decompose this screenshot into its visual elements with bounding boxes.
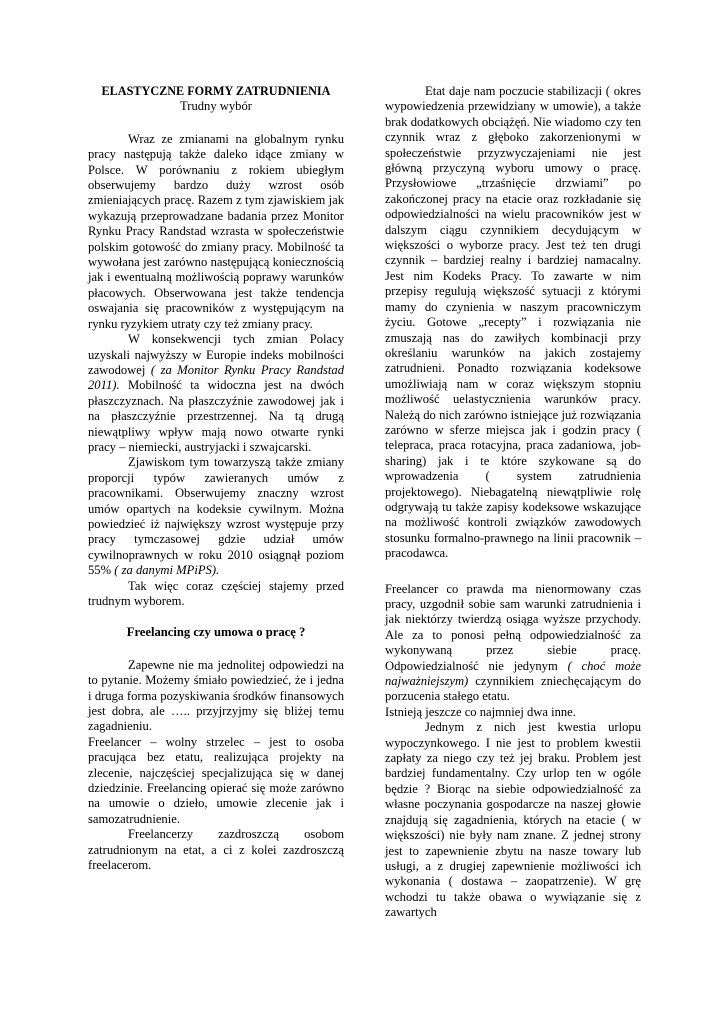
right-column — [385, 84, 641, 921]
citation: ( za Monitor Rynku Pracy Randstad 2011). — [88, 362, 344, 393]
document-subtitle: Trudny wybór — [180, 99, 252, 114]
paragraph: Freelancer – wolny strzelec – jest to osoba pracująca bez etatu, realizująca projekty na zlecenie, najczęściej specjalizująca się w danej dziedzinie. Freelancing opierać się może zarówno na umowie o dzieło, umowie zlecenie jak i samozatrudnienie. — [88, 734, 344, 826]
aside: ( choć może najważniejszym) — [385, 658, 641, 689]
paragraph: Freelancer co prawda ma nienormowany czas pracy, uzgodnił sobie sam warunki zatrudnienia i jak niektórzy twierdzą osiąga wyższe przychody. Ale za to ponosi pełną odpowiedzialność za wykonywaną przez siebie pracę. Odpowiedzialność nie jedynym ( choć może najważniejszym) czynnikiem zniechęcającym do porzucenia stałego etatu. — [385, 581, 641, 704]
paragraph: Tak więc coraz częściej stajemy przed trudnym wyborem. — [88, 578, 344, 608]
left-column — [88, 84, 344, 874]
citation: ( za danymi MPiPS). — [114, 563, 220, 578]
document-title: ELASTYCZNE FORMY ZATRUDNIENIA — [101, 84, 331, 98]
paragraph: Istnieją jeszcze co najmniej dwa inne. — [385, 704, 576, 719]
section-heading: Freelancing czy umowa o pracę ? — [126, 625, 306, 640]
paragraph: W konsekwencji tych zmian Polacy uzyskali najwyższy w Europie indeks mobilności zawodowej ( za Monitor Rynku Pracy Randstad 2011). Mobilność ta widoczna jest na dwóch płaszczyznach. Na płaszczyźnie zawodowej jak i na płaszczyźnie przestrzennej. Na tą drugą niewątpliwy wpływ mają nowo otwarte rynki pracy – niemiecki, austryjacki i szwajcarski. — [88, 332, 344, 454]
paragraph: Wraz ze zmianami na globalnym rynku pracy następują także daleko idące zmiany w Polsce. W porównaniu z rokiem ubiegłym obserwujemy bardzo duży wzrost osób zmieniających pracę. Razem z tym zjawiskiem jak wykazują przeprowadzane badania przez Monitor Rynku Pracy Randstad wzrasta w społeczeństwie polskim gotowość do zmiany pracy. Mobilność ta wywołana jest zarówno następującą koniecznością jak i ewentualną możliwością poprawy warunków płacowych. Obserwowana jest także tendencja oswajania się pracowników z występującym na rynku ryzykiem utraty czy też zmiany pracy. — [88, 131, 344, 331]
paragraph: Freelancerzy zazdroszczą osobom zatrudnionym na etat, a ci z kolei zazdroszczą freelacerom. — [88, 827, 344, 873]
paragraph: Jednym z nich jest kwestia urlopu wypoczynkowego. I nie jest to problem kwestii zapłaty za niego czy też jej braku. Problem jest bardziej fundamentalny. Czy urlop ten w ogóle będzie ? Biorąc na siebie odpowiedzialność za własne poczynania gospodarcze na naszej głowie znajdują się zagadnienia, których na etacie ( w większości) nie były nam znane. Z jednej strony jest to zapewnienie zbytu na nasze towary lub usługi, a z drugiej zapewnienie możliwości ich wykonania ( dostawa – zaopatrzenie). W grę wchodzi tu także obawa o wywiązanie się z zawartych — [385, 720, 641, 920]
paragraph: Etat daje nam poczucie stabilizacji ( okres wypowiedzenia przewidziany w umowie), a także brak dodatkowych obciążęń. Nie wiadomo czy ten czynnik wraz z głęboko zakorzenionymi w społeczeństwie przyzwyczajeniami nie jest główną przyczyną wyboru umowy o pracę. Przysłowiowe „trzaśnięcie drzwiami” po zakończonej pracy na etacie oraz rozkładanie się odpowiedzialności na wielu pracowników jest w dalszym ciągu czynnikiem decydującym w większości o wyborze pracy. Jest też ten drugi czynnik – bardziej realny i bardziej namacalny. Jest nim Kodeks Pracy. To zawarte w nim przepisy regulują większość sytuacji z którymi mamy do czynienia w naszym pracowniczym życiu. Gotowe „recepty” i rozwiązania nie zmuszają nas do zawiłych kombinacji przy określaniu warunków na jakich zostajemy zatrudnieni. Ponadto rozwiązania kodeksowe umożliwiają nam w coraz większym stopniu możliwość uelastycznienia warunków pracy. Należą do nich zarówno istniejące już rozwiązania zarówno w sferze miejsca jak i godzin pracy ( telepraca, praca rotacyjna, praca zadaniowa, job-sharing) jak i te które szykowane są do wprowadzenia ( system zatrudnienia projektowego). Niebagatelną niewątpliwie rolę odgrywają tu także zapisy kodeksowe wskazujące na możliwość kontroli związków zawodowych stosunku formalno-prawnego na linii pracownik – pracodawca. — [385, 84, 641, 561]
paragraph: Zapewne nie ma jednolitej odpowiedzi na to pytanie. Możemy śmiało powiedzieć, że i jedna i druga forma pozyskiwania środków finansowych jest dobra, ale ….. przyjrzyjmy się bliżej temu zagadnieniu. — [88, 657, 344, 734]
paragraph: Zjawiskom tym towarzyszą także zmiany proporcji typów zawieranych umów z pracownikami. Obserwujemy znaczny wzrost umów opartych na kodeksie cywilnym. Można powiedzieć iż największy wzrost występuje przy pracy tymczasowej gdzie udział umów cywilnoprawnych w roku 2010 osiągnął poziom 55% ( za danymi MPiPS). — [88, 455, 344, 578]
